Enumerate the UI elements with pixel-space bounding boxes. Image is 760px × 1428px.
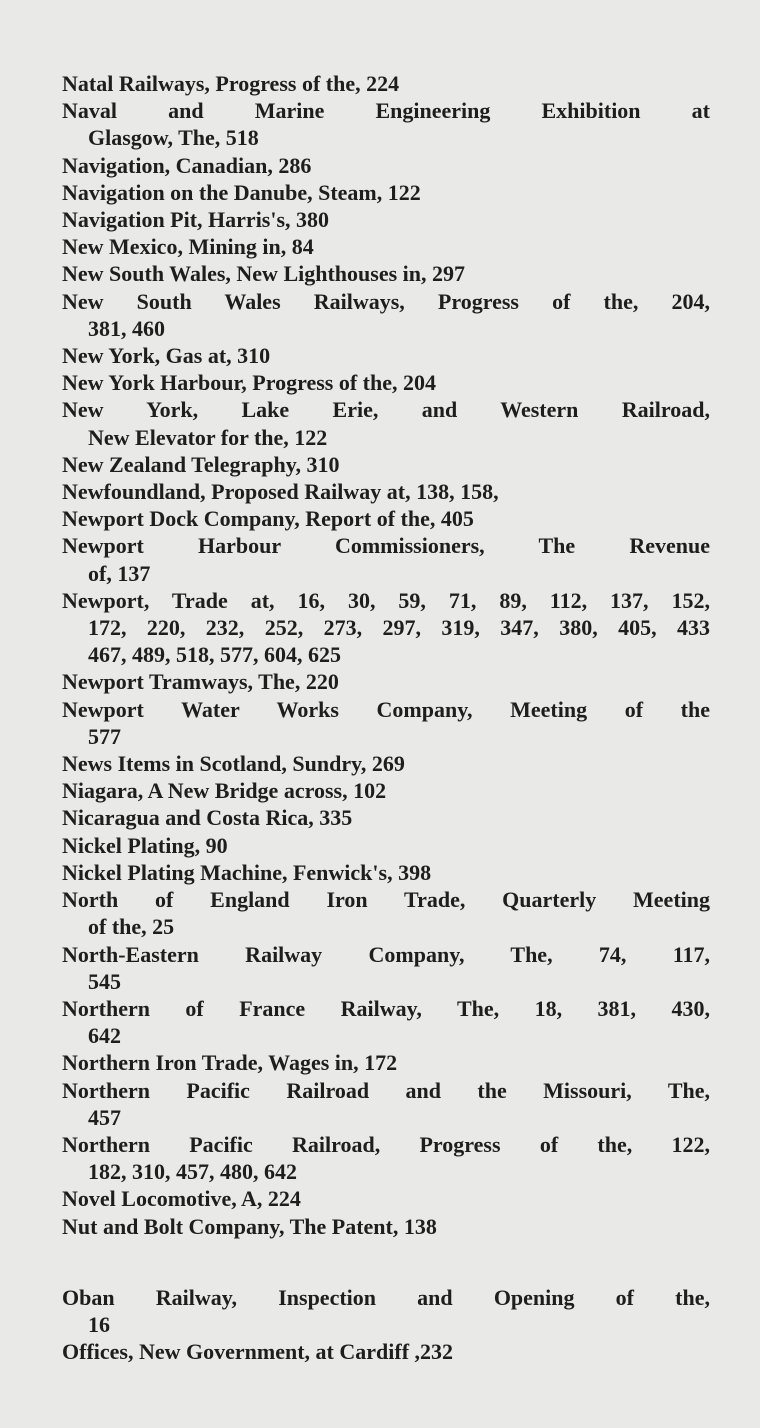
index-group-n [62,70,710,1240]
entry-heading-line: Northern Pacific Railroad and the Missouri, The, [62,1077,710,1103]
entry-continuation-line: of the, 25 [88,914,175,940]
entry-continuation-line: 182, 310, 457, 480, 642 [88,1159,297,1185]
entry-continuation-line: of, 137 [88,560,151,586]
index-entry [62,478,710,505]
entry-heading-line: Navigation on the Danube, Steam, 122 [62,179,421,205]
entry-continuation-line: 545 [88,968,121,994]
index-entry [62,886,710,940]
entry-heading-line: Newfoundland, Proposed Railway at, 138, 158, [62,479,499,505]
index-entry [62,804,710,831]
index-entry [62,288,710,342]
entry-heading-line: Navigation, Canadian, 286 [62,152,312,178]
entry-heading-line: New York, Lake Erie, and Western Railroad, [62,397,710,423]
index-entry [62,750,710,777]
index-entry [62,668,710,695]
entry-continuation-line: 642 [88,1023,121,1049]
entry-heading-line: Northern Pacific Railroad, Progress of the, 122, [62,1131,710,1157]
entry-continuation-line: 457 [88,1104,121,1130]
entry-heading-line: Navigation Pit, Harris's, 380 [62,207,330,233]
index-entry [62,505,710,532]
entry-heading-line: Newport, Trade at, 16, 30, 59, 71, 89, 112, 137, 152, [62,587,710,613]
entry-continuation-line: 16 [88,1311,110,1337]
index-entry [62,587,710,669]
entry-heading-line: Nicaragua and Costa Rica, 335 [62,805,353,831]
index-entry [62,1185,710,1212]
entry-heading-line: New Zealand Telegraphy, 310 [62,451,340,477]
entry-continuation-line: 467, 489, 518, 577, 604, 625 [88,642,341,668]
index-entry [62,233,710,260]
index-entry [62,369,710,396]
entry-heading-line: Nickel Plating, 90 [62,832,228,858]
index-entry [62,206,710,233]
index-entry [62,260,710,287]
entry-heading-line: Northern Iron Trade, Wages in, 172 [62,1050,398,1076]
index-entry [62,1131,710,1185]
index-entry [62,1077,710,1131]
entry-heading-line: Naval and Marine Engineering Exhibition at [62,98,710,124]
index-entry [62,1049,710,1076]
index-entry [62,696,710,750]
entry-continuation-line: Glasgow, The, 518 [88,125,259,151]
index-entry [62,1338,710,1365]
index-entry [62,859,710,886]
index-group-o [62,1284,710,1366]
entry-heading-line: News Items in Scotland, Sundry, 269 [62,751,405,777]
entry-heading-line: Oban Railway, Inspection and Opening of the, [62,1284,710,1310]
index-entry [62,97,710,151]
group-separator [62,1240,710,1284]
index-entry [62,532,710,586]
entry-continuation-line: 172, 220, 232, 252, 273, 297, 319, 347, 380, 405, 433 [88,615,710,641]
index-entry [62,70,710,97]
entry-heading-line: Newport Dock Company, Report of the, 405 [62,506,474,532]
entry-heading-line: Nut and Bolt Company, The Patent, 138 [62,1213,437,1239]
index-entry [62,777,710,804]
entry-heading-line: New York, Gas at, 310 [62,343,271,369]
entry-heading-line: North of England Iron Trade, Quarterly Meeting [62,887,710,913]
entry-heading-line: Newport Water Works Company, Meeting of the [62,696,710,722]
entry-heading-line: Novel Locomotive, A, 224 [62,1186,301,1212]
entry-heading-line: Nickel Plating Machine, Fenwick's, 398 [62,859,432,885]
entry-heading-line: Newport Tramways, The, 220 [62,669,339,695]
entry-heading-line: New Mexico, Mining in, 84 [62,234,314,260]
index-entry [62,396,710,450]
entry-continuation-line: 381, 460 [88,315,165,341]
index-entry [62,941,710,995]
index-entry [62,342,710,369]
entry-heading-line: North-Eastern Railway Company, The, 74, 117, [62,941,710,967]
index-entry [62,152,710,179]
entry-heading-line: Natal Railways, Progress of the, 224 [62,71,400,96]
entry-heading-line: Offices, New Government, at Cardiff ,232 [62,1339,454,1365]
index-entry [62,451,710,478]
index-entry [62,179,710,206]
index-entry [62,995,710,1049]
entry-heading-line: Newport Harbour Commissioners, The Revenue [62,533,710,559]
index-page [62,70,710,1365]
entry-heading-line: New York Harbour, Progress of the, 204 [62,370,436,396]
index-entry [62,832,710,859]
index-entry [62,1213,710,1240]
entry-continuation-line: 577 [88,723,121,749]
entry-heading-line: Northern of France Railway, The, 18, 381, 430, [62,995,710,1021]
entry-heading-line: Niagara, A New Bridge across, 102 [62,778,387,804]
index-entry [62,1284,710,1338]
entry-continuation-line: New Elevator for the, 122 [88,424,328,450]
entry-heading-line: New South Wales, New Lighthouses in, 297 [62,261,465,287]
entry-heading-line: New South Wales Railways, Progress of the, 204, [62,288,710,314]
